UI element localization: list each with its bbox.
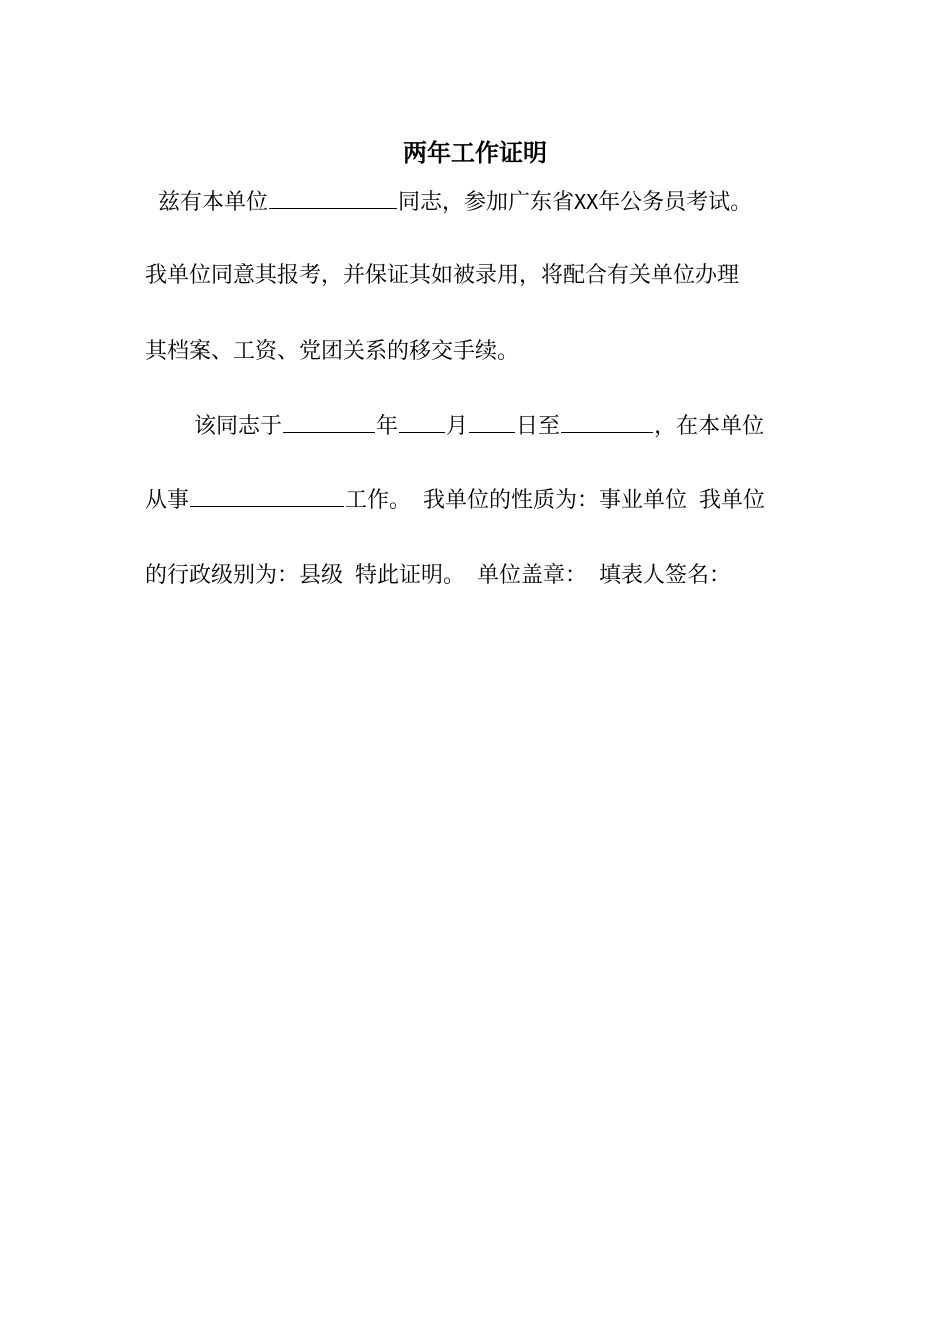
text-segment: 该同志于	[194, 414, 283, 439]
start-day-blank[interactable]	[469, 410, 515, 433]
name-blank[interactable]	[269, 186, 397, 209]
paragraph-1-line-2: 我单位同意其报考，并保证其如被录用，将配合有关单位办理	[145, 263, 740, 288]
paragraph-2-line-1	[194, 410, 764, 443]
start-year-blank[interactable]	[283, 410, 375, 433]
text-segment: XX	[574, 190, 599, 214]
text-segment: 我单位	[699, 488, 766, 513]
text-segment: 的行政级别为：县级	[145, 563, 344, 588]
text-segment: 日至	[516, 414, 561, 439]
unit-seal-label: 单位盖章：	[477, 563, 588, 588]
signature-label: 填表人签名：	[599, 563, 732, 588]
text-segment: 我单位的性质为：事业单位	[423, 488, 688, 513]
text-segment: 工作。	[345, 488, 412, 513]
start-month-blank[interactable]	[399, 410, 445, 433]
text-segment: 同志，参加广东省	[398, 190, 575, 215]
paragraph-2-line-3	[145, 560, 731, 592]
text-segment: 特此证明。	[355, 563, 466, 588]
text-segment: 从事	[145, 488, 190, 513]
job-blank[interactable]	[190, 484, 344, 507]
document-title: 两年工作证明	[403, 138, 547, 167]
text-segment: 年公务员考试。	[598, 190, 753, 215]
paragraph-1-line-1	[158, 186, 752, 219]
text-segment: 年	[376, 414, 399, 439]
paragraph-1-line-3: 其档案、工资、党团关系的移交手续。	[145, 339, 520, 364]
end-date-blank[interactable]	[561, 410, 653, 433]
text-segment: 兹有本单位	[158, 190, 269, 215]
text-segment: 月	[446, 414, 469, 439]
text-segment: ，在本单位	[654, 414, 765, 439]
paragraph-2-line-2	[145, 484, 765, 517]
